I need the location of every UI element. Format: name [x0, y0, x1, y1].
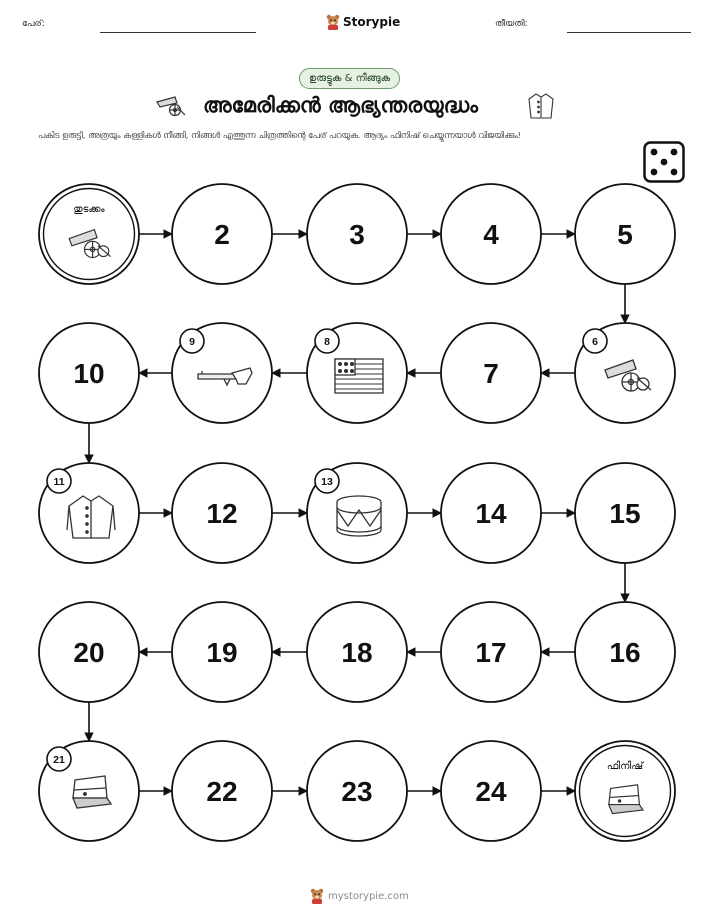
board-cell-9[interactable]: [172, 323, 272, 423]
bear-icon: [310, 888, 324, 904]
board-cell-5[interactable]: [575, 184, 675, 284]
cell-number: 18: [341, 637, 373, 668]
board-cell-21[interactable]: [39, 741, 139, 841]
cell-number: 22: [206, 776, 238, 807]
board-cell-7[interactable]: [441, 323, 541, 423]
date-label: തീയതി:: [495, 19, 528, 29]
cell-number: 8: [324, 336, 330, 348]
uniform-coat-icon: [67, 496, 115, 538]
cell-number: 9: [189, 336, 195, 348]
board-cell-16[interactable]: [575, 602, 675, 702]
cell-number: 16: [609, 637, 641, 668]
page-title: അമേരിക്കൻ ആഭ്യന്തരയുദ്ധം: [203, 93, 478, 117]
board-cell-6[interactable]: [575, 323, 675, 423]
logo-text: Storypie: [343, 15, 401, 29]
cell-number: 20: [73, 637, 105, 668]
footer: [310, 888, 409, 904]
cell-number: 2: [214, 219, 230, 250]
board-cell-13[interactable]: [307, 463, 407, 563]
cell-number: 14: [475, 498, 507, 529]
cell-number: 15: [609, 498, 641, 529]
board-cell-3[interactable]: [307, 184, 407, 284]
board-cell-8[interactable]: [307, 323, 407, 423]
cell-number: 13: [321, 476, 333, 488]
board-cell-24[interactable]: [441, 741, 541, 841]
cell-number: 12: [206, 498, 238, 529]
board-cell-4[interactable]: [441, 184, 541, 284]
board-cell-25[interactable]: [575, 741, 675, 841]
board-cell-1[interactable]: [39, 184, 139, 284]
board-cell-10[interactable]: [39, 323, 139, 423]
board-cell-19[interactable]: [172, 602, 272, 702]
cell-number: 21: [53, 754, 65, 766]
start-label: തുടക്കം: [73, 204, 105, 215]
cell-number: 17: [475, 637, 507, 668]
activity-tag: ഉരുട്ടുക & നീങ്ങുക: [299, 68, 400, 89]
cell-number: 24: [475, 776, 507, 807]
cell-number: 6: [592, 336, 598, 348]
board-cell-2[interactable]: [172, 184, 272, 284]
cell-number: 5: [617, 219, 633, 250]
flag-icon: [335, 359, 383, 393]
cell-number: 11: [53, 476, 65, 488]
cell-number: 19: [206, 637, 238, 668]
drum-icon: [337, 496, 381, 536]
finish-label: ഫിനിഷ്: [606, 761, 644, 772]
cell-number: 3: [349, 219, 365, 250]
cell-number: 4: [483, 219, 499, 250]
board-cell-22[interactable]: [172, 741, 272, 841]
board-cell-14[interactable]: [441, 463, 541, 563]
board-cell-15[interactable]: [575, 463, 675, 563]
board-cell-12[interactable]: [172, 463, 272, 563]
footer-url[interactable]: mystorypie.com: [328, 890, 409, 902]
cell-number: 23: [341, 776, 373, 807]
board-cell-20[interactable]: [39, 602, 139, 702]
cell-number: 7: [483, 358, 499, 389]
name-label: പേര്:: [22, 19, 45, 29]
kepi-cap-icon: [609, 785, 643, 814]
board-cell-17[interactable]: [441, 602, 541, 702]
kepi-cap-icon: [73, 776, 111, 808]
instructions-text: പകിട ഉരുട്ടി, അത്രയും കള്ളികൾ നീങ്ങി, നിങ്ങൾ എത്തുന്ന ചിത്രത്തിന്റെ പേര് പറയുക. ആദ്യം ഫിനിഷ് ചെയ്യുന്നയാൾ വിജയിക്കും!: [38, 130, 521, 140]
board-cell-18[interactable]: [307, 602, 407, 702]
board-cell-11[interactable]: [39, 463, 139, 563]
board-cell-23[interactable]: [307, 741, 407, 841]
cell-number: 10: [73, 358, 105, 389]
